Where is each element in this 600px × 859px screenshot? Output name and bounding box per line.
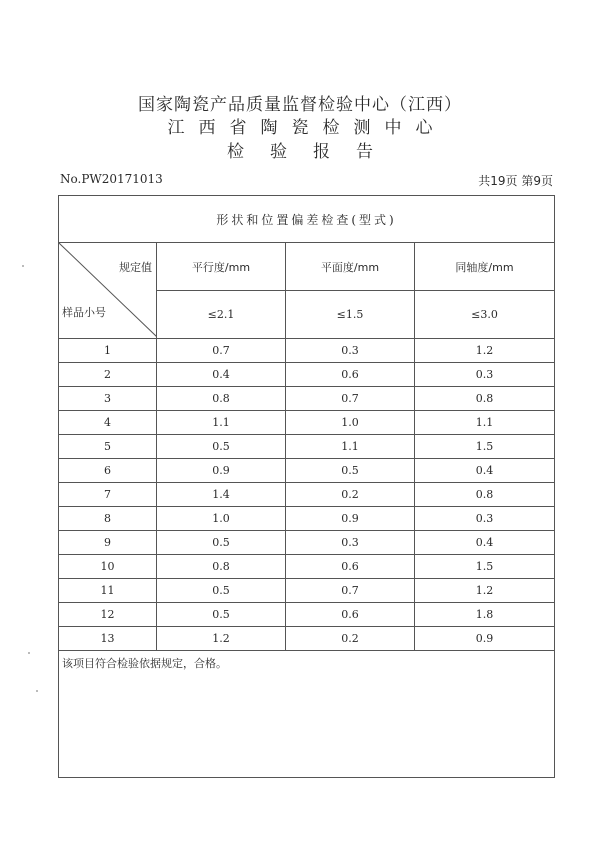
flatness-value: 0.6 [286, 603, 415, 627]
parallelism-value: 0.8 [157, 555, 286, 579]
sample-number-cell: 9 [59, 531, 157, 555]
scan-speck [36, 690, 38, 692]
table-row [59, 555, 555, 579]
parallelism-value: 0.5 [157, 435, 286, 459]
coaxiality-value: 0.4 [415, 531, 555, 555]
center-title: 国家陶瓷产品质量监督检验中心（江西） [138, 95, 462, 115]
table-row [59, 339, 555, 363]
page-indicator: 共19页 第9页 [478, 174, 553, 188]
report-number: No.PW20171013 [60, 172, 163, 186]
flatness-value: 0.9 [286, 507, 415, 531]
flatness-value: 0.6 [286, 555, 415, 579]
coaxiality-value: 1.5 [415, 555, 555, 579]
parallelism-value: 0.5 [157, 531, 286, 555]
flatness-value: 0.7 [286, 579, 415, 603]
table-row [59, 579, 555, 603]
table-row [59, 531, 555, 555]
flatness-value: 0.7 [286, 387, 415, 411]
limit-flatness: ≤1.5 [286, 291, 415, 339]
conclusion-text: 该项目符合检验依据规定，合格。 [59, 651, 555, 778]
flatness-value: 0.3 [286, 339, 415, 363]
table-row [59, 435, 555, 459]
sample-number-cell: 7 [59, 483, 157, 507]
parallelism-value: 1.2 [157, 627, 286, 651]
scan-speck [22, 265, 24, 267]
coaxiality-value: 0.8 [415, 483, 555, 507]
coaxiality-value: 0.9 [415, 627, 555, 651]
parallelism-value: 0.8 [157, 387, 286, 411]
coaxiality-value: 0.3 [415, 507, 555, 531]
parallelism-value: 0.4 [157, 363, 286, 387]
sample-number-cell: 5 [59, 435, 157, 459]
deviation-table [58, 195, 555, 778]
center-subtitle: 江西省陶瓷检测中心 [167, 118, 447, 138]
sample-number-cell: 10 [59, 555, 157, 579]
table-caption: 形状和位置偏差检查(型式) [59, 196, 555, 243]
diagonal-line [59, 243, 157, 337]
scan-speck [28, 652, 30, 654]
conclusion-row [59, 651, 555, 778]
coaxiality-value: 1.1 [415, 411, 555, 435]
table-row [59, 507, 555, 531]
flatness-value: 1.1 [286, 435, 415, 459]
limit-coaxiality: ≤3.0 [415, 291, 555, 339]
coaxiality-value: 1.2 [415, 339, 555, 363]
table-row [59, 459, 555, 483]
coaxiality-value: 1.8 [415, 603, 555, 627]
parallelism-value: 1.4 [157, 483, 286, 507]
sample-number-cell: 2 [59, 363, 157, 387]
coaxiality-value: 0.3 [415, 363, 555, 387]
sample-number-cell: 6 [59, 459, 157, 483]
parallelism-value: 0.5 [157, 603, 286, 627]
coaxiality-value: 0.8 [415, 387, 555, 411]
flatness-value: 1.0 [286, 411, 415, 435]
column-header-flatness: 平面度/mm [286, 243, 415, 291]
flatness-value: 0.3 [286, 531, 415, 555]
table-row [59, 411, 555, 435]
limit-parallelism: ≤2.1 [157, 291, 286, 339]
sample-number-cell: 13 [59, 627, 157, 651]
flatness-value: 0.2 [286, 483, 415, 507]
corner-header-cell [59, 243, 157, 339]
coaxiality-value: 1.2 [415, 579, 555, 603]
sample-number-cell: 4 [59, 411, 157, 435]
parallelism-value: 1.0 [157, 507, 286, 531]
table-row [59, 603, 555, 627]
parallelism-value: 0.7 [157, 339, 286, 363]
corner-label-spec: 规定值 [119, 261, 152, 274]
flatness-value: 0.2 [286, 627, 415, 651]
sample-number-cell: 3 [59, 387, 157, 411]
coaxiality-value: 0.4 [415, 459, 555, 483]
parallelism-value: 0.5 [157, 579, 286, 603]
corner-label-sample: 样品小号 [62, 306, 106, 319]
sample-number-cell: 11 [59, 579, 157, 603]
sample-number-cell: 12 [59, 603, 157, 627]
parallelism-value: 1.1 [157, 411, 286, 435]
table-row [59, 627, 555, 651]
flatness-value: 0.6 [286, 363, 415, 387]
sample-number-cell: 8 [59, 507, 157, 531]
coaxiality-value: 1.5 [415, 435, 555, 459]
report-title: 检验报告 [227, 142, 399, 162]
sample-number-cell: 1 [59, 339, 157, 363]
parallelism-value: 0.9 [157, 459, 286, 483]
column-header-parallelism: 平行度/mm [157, 243, 286, 291]
table-row [59, 483, 555, 507]
table-row [59, 363, 555, 387]
column-header-coaxiality: 同轴度/mm [415, 243, 555, 291]
flatness-value: 0.5 [286, 459, 415, 483]
table-row [59, 387, 555, 411]
